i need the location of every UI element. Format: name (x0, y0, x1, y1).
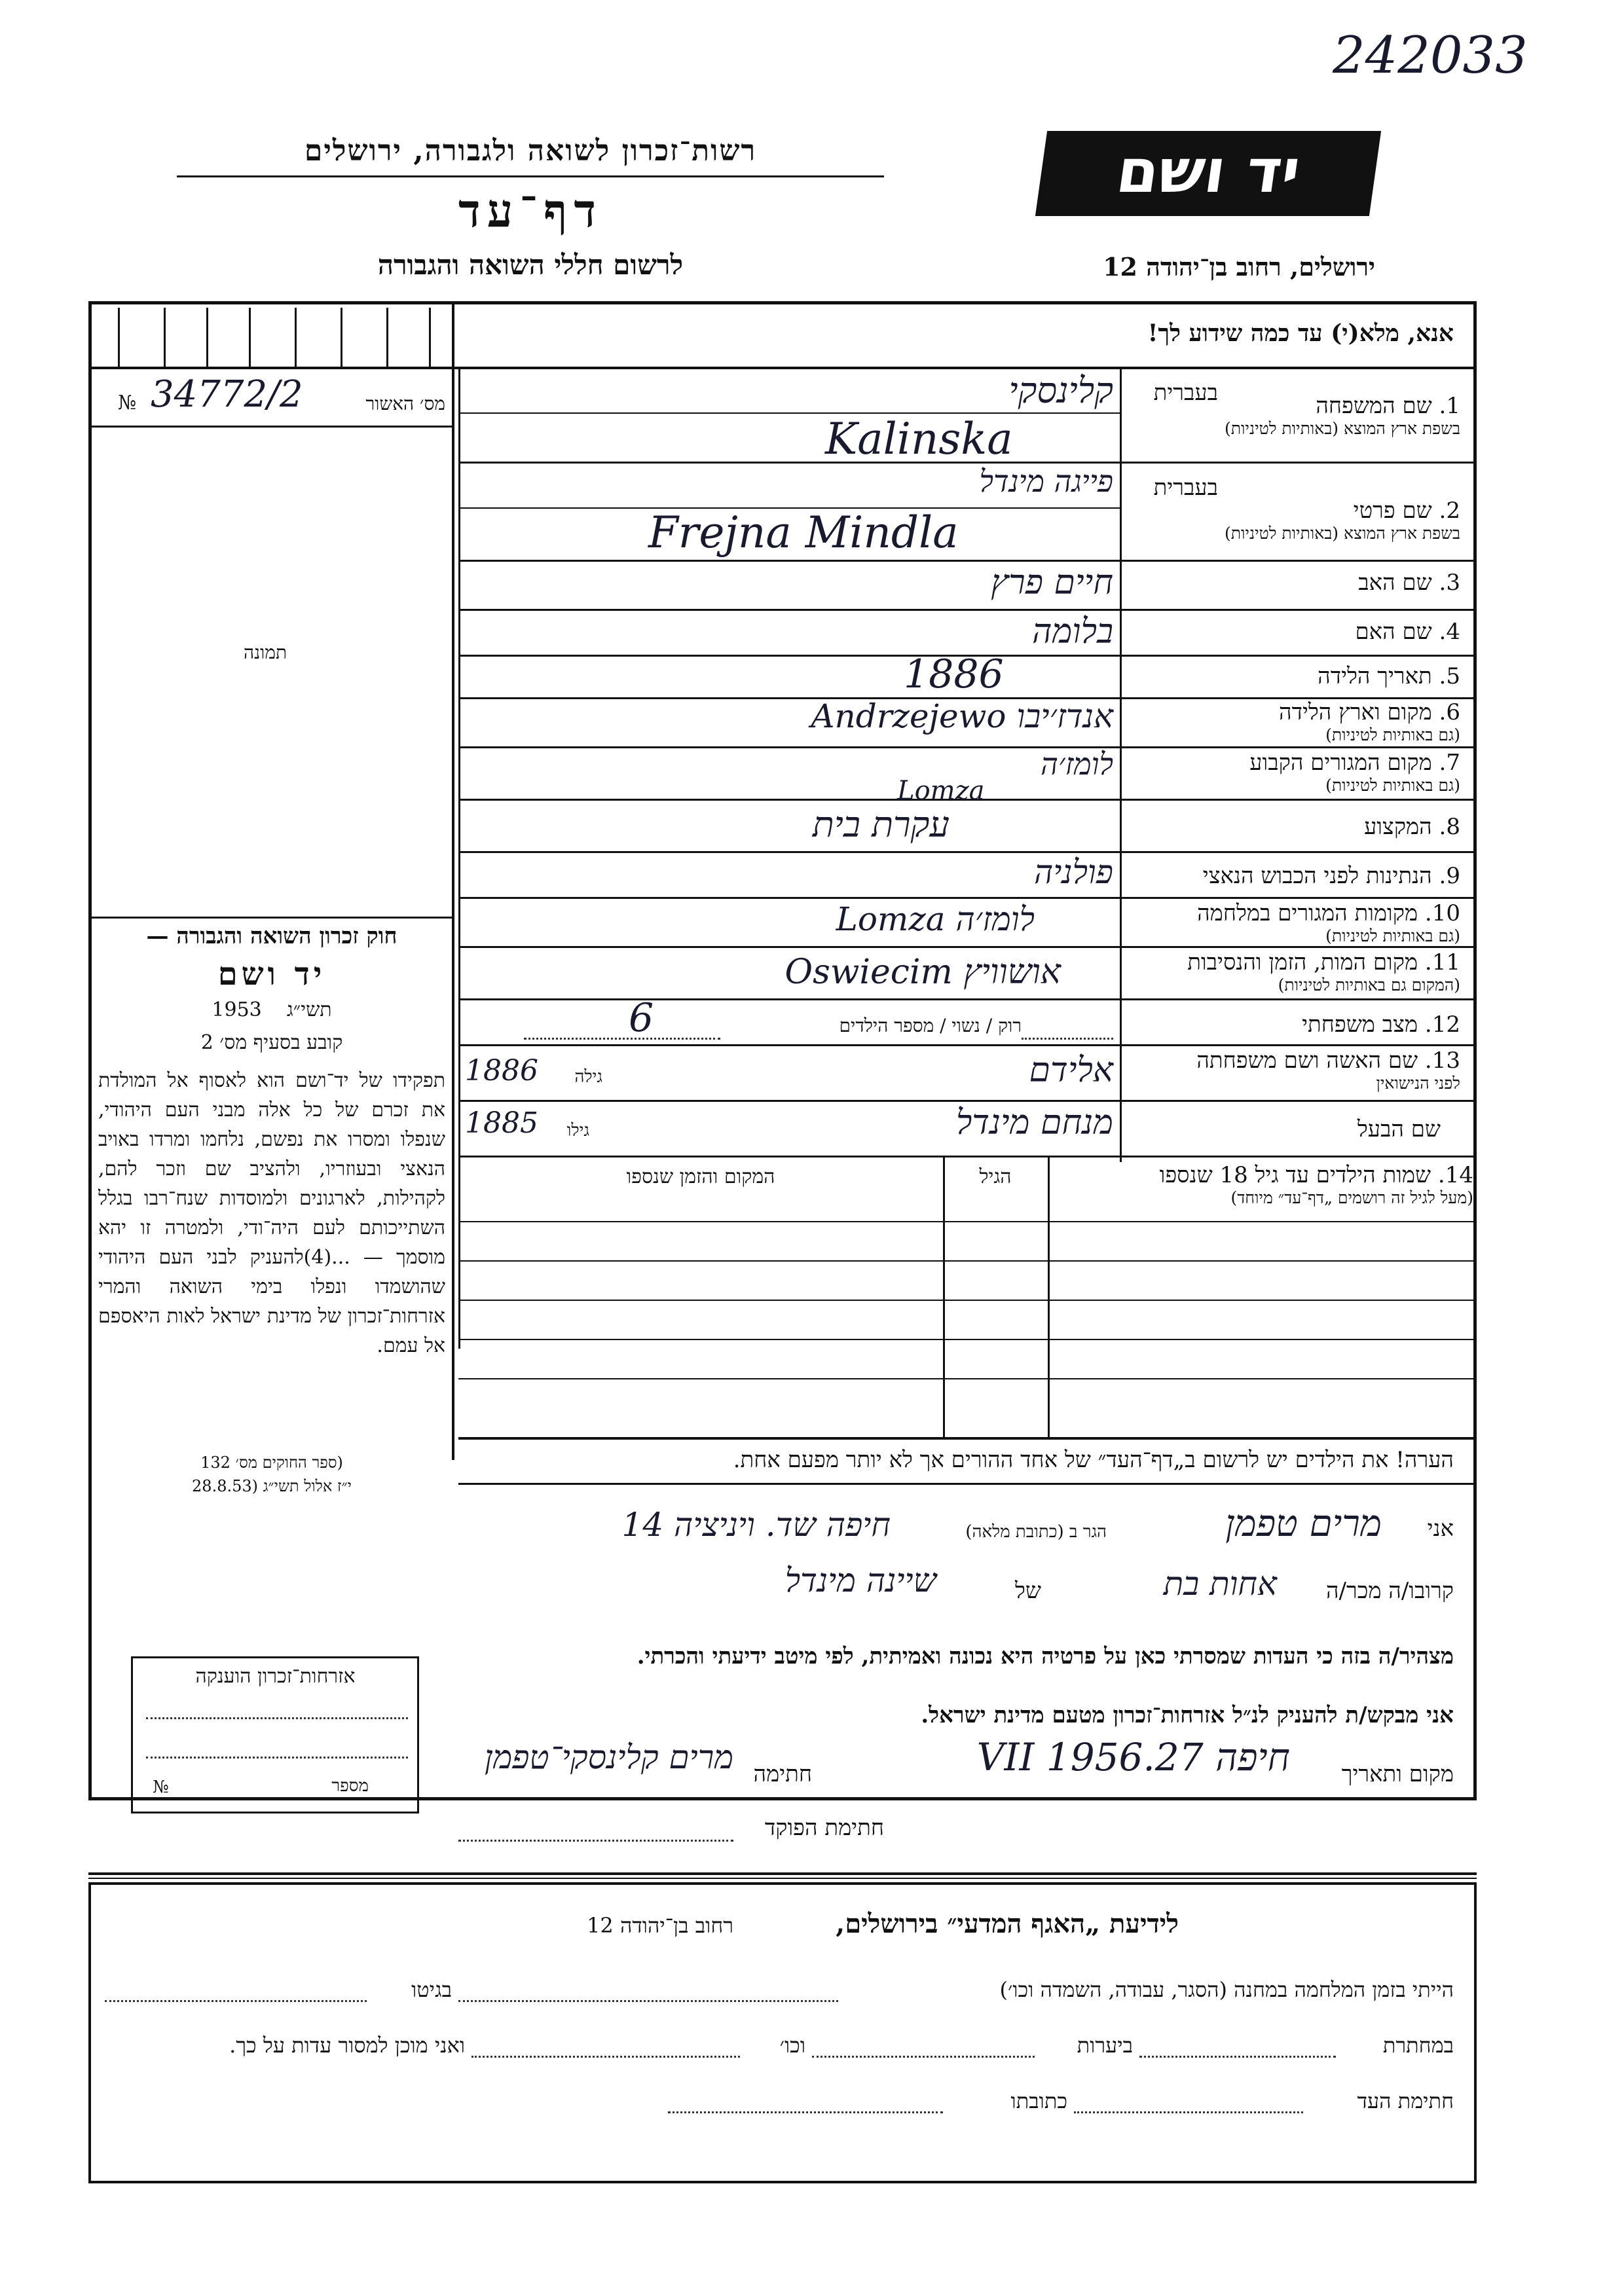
field-11-value: אושוויץ Oswiecim (784, 953, 1061, 992)
declaration-ani: אני (1427, 1516, 1454, 1542)
approval-prefix: № (118, 392, 137, 414)
field-5-label: 5. תאריך הלידה (1318, 663, 1460, 689)
footer-line2-a: במחתרת (1382, 2033, 1454, 2058)
footer-line2-d: ואני מוכן למסור עדות על כך. (229, 2033, 465, 2058)
field-13-age-label: גילה (574, 1067, 602, 1087)
field-7-value-latin: Lomza (897, 776, 985, 806)
law-text: תפקידו של יד־ושם הוא לאסוף אל המולדת את זכרם של כל אלה מבני העם היהודי, שנפלו ומסרו את נפשם, נלחמו ומרדו באויב הנאצי ובעוזריו, ולהציב שם וזכר להם, לקהילות, לארגונים ולמוסדות שנח־רבו בגלל השתייכותם לעם היה־ודי, ולמטרה זו יהא מוסמך — ...(4)להעניק לבני העם היהודי שהושמדו ונפלו בימי השואה והמרי אזרחות־זכרון של מדינת ישראל לאות היאספם אל עמם. (98, 1069, 446, 1357)
field-6-label: 6. מקום וארץ הלידה (גם באותיות לטיניות) (1279, 699, 1460, 744)
field-9-value: פולניה (1033, 853, 1113, 891)
field-2-hebrew-tag: בעברית (1153, 475, 1218, 501)
field-1-value-latin: Kalinska (825, 414, 1013, 464)
left-panel-divider (452, 301, 454, 1460)
field-3-value: חיים פרץ (991, 563, 1113, 602)
relative-label: קרובו/ה מכר/ה (1326, 1578, 1454, 1604)
footer-line1-a: הייתי בזמן המלחמה במחנה (הסגר, עבודה, השמדה וכו׳) (999, 1977, 1454, 2002)
field-13-value: אלידם (1029, 1051, 1113, 1090)
relation-value: אחות בת (1163, 1565, 1277, 1603)
document-title: דף־עד (458, 183, 602, 238)
field-1-label: 1. שם המשפחה בשפת ארץ המוצא (באותיות לטיניות) (1225, 393, 1460, 438)
declarant-address: חיפה שד. ויניציה 14 (621, 1506, 891, 1544)
instruction-row-line (452, 367, 1477, 369)
authority-underline (177, 175, 884, 177)
law-year: 1953 (212, 998, 262, 1021)
field-2-value-latin: Frejna Mindla (648, 507, 959, 558)
relative-of-value: שיינה מינדל (784, 1561, 936, 1599)
husband-age-value: 1885 (465, 1106, 538, 1140)
footer-line1-b: בגיטו (411, 1977, 452, 2002)
field-11-label: 11. מקום המות, הזמן והנסיבות (המקום גם באותיות לטיניות) (1187, 949, 1460, 994)
field-10-label: 10. מקומות המגורים במלחמה (גם באותיות לטיניות) (1197, 900, 1460, 945)
place-date-label: מקום ותאריך (1341, 1761, 1454, 1787)
footer-separator (88, 1872, 1477, 1875)
field-7-label: 7. מקום המגורים הקבוע (גם באותיות לטיניות) (1249, 750, 1460, 795)
footer-address: רחוב בן־יהודה 12 (587, 1913, 733, 1938)
field-2-value-hebrew: פייגה מינדל (979, 464, 1113, 499)
photo-label: תמונה (243, 642, 287, 663)
field-8-value: עקרת בית (812, 804, 950, 845)
signature-value: מרים קלינסקי־טפמן (484, 1738, 733, 1776)
place-date-value: חיפה 27.VII 1956 (976, 1735, 1290, 1779)
law-section: קובע בסעיף מס׳ 2 (200, 1031, 343, 1054)
field-12-label: 12. מצב משפחתי (1302, 1011, 1460, 1038)
law-year-hebrew: תשי״ג (286, 998, 332, 1021)
field-7-value-hebrew: לומז׳ה (1041, 746, 1113, 782)
approval-label: מס׳ האשור (365, 393, 445, 414)
field-4-label: 4. שם האם (1355, 619, 1460, 645)
logo-text: יד ושם (1112, 136, 1305, 206)
field-2-label: 2. שם פרטי בשפת ארץ המוצא (באותיות לטיניות) (1225, 498, 1460, 543)
footer-line2-c: וכו׳ (779, 2033, 805, 2058)
footer-line3-a: חתימת העד (1357, 2088, 1454, 2113)
field-3-label: 3. שם האב (1358, 570, 1460, 596)
law-year-row (98, 998, 445, 1021)
children-count: 6 (629, 995, 654, 1041)
husband-label: שם הבעל (1357, 1116, 1441, 1142)
children-col-divider-2 (943, 1156, 945, 1437)
institution-address: ירושלים, רחוב בן־יהודה 12 (1103, 252, 1375, 282)
children-col-place: המקום והזמן שנספו (626, 1165, 775, 1188)
law-name: יד ושם (217, 956, 326, 993)
law-ref1: (ספר החוקים מס׳ 132 (200, 1453, 343, 1472)
children-header: 14. שמות הילדים עד גיל 18 שנספו (מעל לגיל זה רושמים „דף־עד״ מיוחד) (1159, 1162, 1473, 1207)
officer-signature-label: חתימת הפוקד (764, 1815, 884, 1841)
law-ref2: י״ז אלול תשי״ג (28.8.53 (192, 1477, 352, 1495)
declaration-resides: הגר ב (כתובת מלאה) (965, 1522, 1107, 1542)
marital-options: רוק / נשוי / מספר הילדים (839, 1015, 1022, 1036)
citizenship-prefix: № (153, 1777, 169, 1797)
law-heading: חוק זכרון השואה והגבורה — (146, 923, 397, 949)
instruction-text: אנא, מלא(י) עד כמה שידוע לך! (1147, 319, 1454, 347)
document-subtitle: לרשום חללי השואה והגבורה (377, 249, 684, 281)
footer-title: לידיעת „האגף המדעי״ בירושלים, (836, 1908, 1179, 1939)
children-note: הערה! את הילדים יש לרשום ב„דף־העד״ של אחד ההורים אך לא יותר מפעם אחת. (733, 1447, 1454, 1473)
field-1-value-hebrew: קלינסקי (1008, 370, 1113, 411)
label-value-divider (1120, 367, 1122, 1162)
field-13-label: 13. שם האשה ושם משפחתה לפני הנישואין (1196, 1048, 1460, 1093)
children-col-divider-1 (1048, 1156, 1050, 1437)
children-col-age: הגיל (979, 1165, 1012, 1188)
document-number: 242033 (1333, 26, 1528, 85)
authority-name: רשות־זכרון לשואה ולגבורה, ירושלים (304, 134, 757, 168)
signature-label: חתימה (753, 1761, 812, 1787)
declaration-request: אני מבקש/ת להעניק לנ״ל אזרחות־זכרון מטעם מדינת ישראל. (921, 1702, 1454, 1728)
field-9-label: 9. הנתינות לפני הכבוש הנאצי (1202, 863, 1460, 889)
citizenship-number-label: מספר (331, 1776, 369, 1796)
declaration-statement: מצהיר/ה בזה כי העדות שמסרתי כאן על פרטיה היא נכונה ואמיתית, לפי מיטב ידיעתי והכרתי. (637, 1643, 1454, 1669)
citizenship-title: אזרחות־זכרון הוענקה (195, 1665, 356, 1688)
field-8-label: 8. המקצוע (1364, 814, 1460, 840)
field-5-value: 1886 (904, 651, 1004, 697)
law-heading-text: חוק זכרון השואה והגבורה (176, 923, 397, 949)
tick-marks (98, 308, 445, 367)
field-1-hebrew-tag: בעברית (1153, 380, 1218, 406)
footer-line2-b: ביערות (1077, 2033, 1133, 2058)
values-left-edge (458, 367, 460, 1349)
footer-line3-b: כתובתו (1010, 2088, 1067, 2113)
husband-age-label: גילו (566, 1121, 589, 1140)
citizenship-box (131, 1656, 419, 1813)
husband-value: מנחם מינדל (955, 1103, 1113, 1142)
field-6-value: אנדז׳יבו Andrzejewo (811, 697, 1113, 735)
field-10-value: לומז׳ה Lomza (836, 900, 1035, 938)
field-13-age-value: 1886 (465, 1054, 538, 1087)
logo (1035, 131, 1381, 216)
declarant-name: מרים טפמן (1225, 1503, 1382, 1545)
relative-shel: של (1015, 1578, 1041, 1604)
approval-number: 34772/2 (151, 373, 303, 416)
field-4-value: בלומה (1032, 612, 1113, 651)
